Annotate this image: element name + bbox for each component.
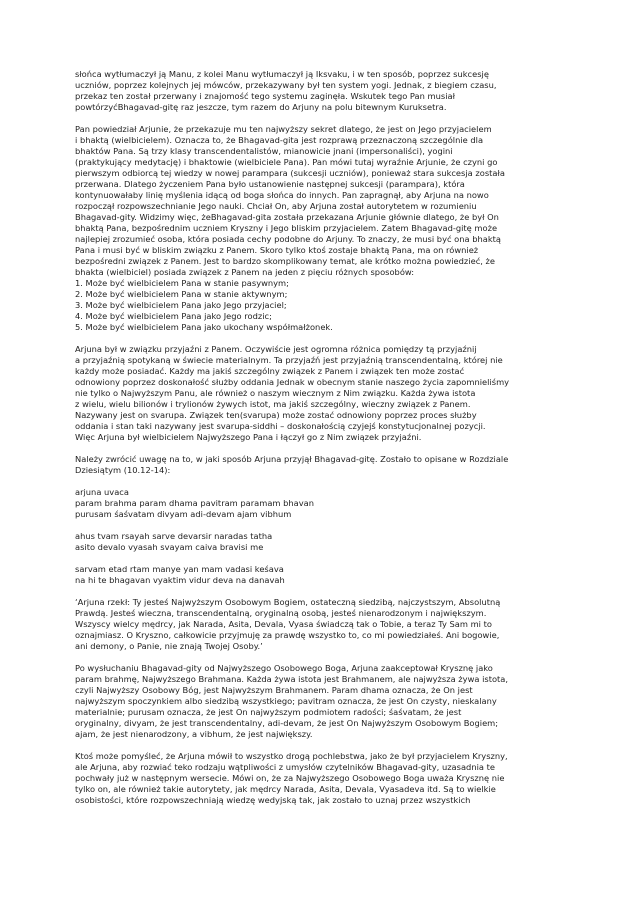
paragraph [75, 663, 570, 740]
text-line: bhaktów Pana. Są trzy klasy transcendentalistów, mianowicie jnani (impersonaliści), yogini [75, 146, 453, 156]
text-line: Pana i musi być w bliskim związku z Panem. Skoro tylko ktoś zostaje bhaktą Pana, ma on również [75, 245, 479, 255]
list-item: 2. Może być wielbicielem Pana w stanie aktywnym; [75, 289, 288, 299]
verse-line: param brahma param dhama pavitram paramam bhavan [75, 498, 314, 508]
text-line: Nazywany jest on svarupa. Związek ten(svarupa) może zostać odnowiony poprzez proces służby [75, 410, 477, 420]
list-item: 1. Może być wielbicielem Pana w stanie pasywnym; [75, 278, 289, 288]
text-line: najlepiej zrozumieć osoba, która posiada cechy podobne do Arjuny. To znaczy, że musi być ona bhaktą [75, 234, 501, 244]
text-line: (praktykujący medytację) i bhaktowie (wielbiciele Pana). Pan mówi tutaj wyraźnie Arjunie, że czyni go [75, 157, 498, 167]
text-line: czyli Najwyższy Osobowy Bóg, jest Najwyższym Brahmanem. Param dhama oznacza, że On jest [75, 685, 473, 695]
paragraph [75, 344, 570, 443]
text-line: i bhaktą (wielbicielem). Oznacza to, że Bhagavad-gita jest rozprawą przeznaczoną szczególnie dla [75, 135, 484, 145]
text-line: Więc Arjuna był wielbicielem Najwyższego Pana i łączył go z Nim związek przyjaźni. [75, 432, 422, 442]
text-line: rozpoczął rozpowszechnianie Jego nauki. Chciał On, aby Arjuna został autorytetem w rozumieniu [75, 201, 477, 211]
text-line: pochwały już w następnym wersecie. Mówi on, że za Najwyższego Osobowego Boga uważa Krysznę nie [75, 773, 505, 783]
text-line: ani demony, o Panie, nie znają Twojej Osoby.’ [75, 641, 263, 651]
text-line: tylko on, ale również takie autorytety, jak mędrcy Narada, Asita, Devala, Vyasadeva itd. Są to wielkie [75, 784, 496, 794]
text-line: Bhagavad-gity. Widzimy więc, żeBhagavad-gita została przekazana Arjunie głównie dlatego, że był On [75, 212, 499, 222]
verse-block [75, 487, 570, 520]
text-line: ajam, że jest nienarodzony, a vibhum, że jest największy. [75, 729, 313, 739]
text-line: kontynuowałaby linię myślenia idącą od boga słońca do innych. Pan zapragnął, aby Arjuna na nowo [75, 190, 489, 200]
text-line: słońca wytłumaczył ją Manu, z kolei Manu wytłumaczył ją Iksvaku, i w ten sposób, poprzez sukcesję [75, 69, 489, 79]
verse-block [75, 531, 570, 553]
paragraph [75, 69, 570, 113]
text-line: oddania i stan taki nazywany jest svarupa-siddhi – doskonałością czyjejś konstytucjonalnej pozycji. [75, 421, 486, 431]
text-line: przerwana. Dlatego życzeniem Pana było ustanowienie następnej sukcesji (parampara), która [75, 179, 465, 189]
paragraph [75, 124, 570, 333]
list-item: 4. Może być wielbicielem Pana jako Jego rodzic; [75, 311, 272, 321]
verse-line: ahus tvam rsayah sarve devarsir naradas tatha [75, 531, 273, 541]
verse-line: na hi te bhagavan vyaktim vidur deva na danavah [75, 575, 285, 585]
text-line: Prawdą. Jesteś wieczna, transcendentalną, oryginalną osobą, jesteś nienarodzonym i największym. [75, 608, 487, 618]
text-line: Ktoś może pomyśleć, że Arjuna mówił to wszystko drogą pochlebstwa, jako że był przyjacielem Kryszny, [75, 751, 508, 761]
verse-line: sarvam etad rtam manye yan mam vadasi keśava [75, 564, 284, 574]
text-line: odnowiony poprzez doskonałość służby oddania Jednak w obecnym stanie naszego życia zapomnieliśmy [75, 377, 510, 387]
verse-line: arjuna uvaca [75, 487, 129, 497]
text-line: Wszyscy wielcy mędrcy, jak Narada, Asita, Devala, Vyasa świadczą tak o Tobie, a teraz Ty Sam mi to [75, 619, 492, 629]
text-line: z wielu, wielu bilionów i trylionów żywych istot, ma jakiś szczególny, wieczny związek z Panem. [75, 399, 471, 409]
paragraph [75, 454, 570, 476]
verse-block [75, 564, 570, 586]
text-line: oznajmiasz. O Kryszno, całkowicie przyjmuję za prawdę wszystko to, co mi powiedziałeś. Ani bogowie, [75, 630, 500, 640]
text-line: Arjuna był w związku przyjaźni z Panem. Oczywiście jest ogromna różnica pomiędzy tą przyjaźnij [75, 344, 477, 354]
text-line: ‘Arjuna rzekł: Ty jesteś Najwyższym Osobowym Bogiem, ostateczną siedzibą, najczystszym, Absolutną [75, 597, 501, 607]
text-line: Po wysłuchaniu Bhagavad-gity od Najwyższego Osobowego Boga, Arjuna zaakceptował Krysznę jako [75, 663, 493, 673]
text-line: ale Arjuna, aby rozwiać teko rodzaju wątpliwości z umysłów czytelników Bhagavad-gity, uzasadnia te [75, 762, 495, 772]
text-line: powtórzyćBhagavad-gitę raz jeszcze, tym razem do Arjuny na polu bitewnym Kuruksetra. [75, 102, 447, 112]
paragraph [75, 751, 570, 806]
verse-line: purusam śaśvatam divyam adi-devam ajam vibhum [75, 509, 292, 519]
text-line: materialnie; purusam oznacza, że jest On najwyższym podmiotem radości; śaśvatam, że jest [75, 707, 462, 717]
list-item: 5. Może być wielbicielem Pana jako ukochany współmałżonek. [75, 322, 333, 332]
translation-paragraph [75, 597, 570, 652]
document-body [75, 69, 570, 817]
text-line: najwyższym spoczynkiem albo siedzibą wszystkiego; pavitram oznacza, że jest On czysty, nieskalany [75, 696, 497, 706]
text-line: bhakta (wielbiciel) posiada związek z Panem na jeden z pięciu różnych sposobów: [75, 267, 415, 277]
text-line: przekaz ten został przerwany i znajomość tego systemu zaginęła. Wskutek tego Pan musiał [75, 91, 455, 101]
text-line: Dziesiątym (10.12-14): [75, 465, 171, 475]
text-line: nie tylko o Najwyższym Panu, ale również o naszym wiecznym z Nim związku. Każda żywa istota [75, 388, 476, 398]
text-line: Pan powiedział Arjunie, że przekazuje mu ten najwyższy sekret dlatego, że jest on Jego przyjacielem [75, 124, 492, 134]
text-line: param brahmę, Najwyższego Brahmana. Każda żywa istota jest Brahmanem, ale najwyższa żywa istota, [75, 674, 509, 684]
text-line: uczniów, poprzez kolejnych jej mówców, przekazywany był ten system yogi. Jednak, z biegiem czasu, [75, 80, 497, 90]
text-line: każdy może posiadać. Każdy ma jakiś szczególny związek z Panem i związek ten może zostać [75, 366, 465, 376]
text-line: pierwszym odbiorcą tej wiedzy w nowej parampara (sukcesji uczniów), ponieważ stara sukcesja została [75, 168, 505, 178]
text-line: oryginalny, divyam, że jest transcendentalny, adi-devam, że jest On Najwyższym Osobowym Bogiem; [75, 718, 499, 728]
text-line: osobistości, które rozpowszechniają wiedzę wedyjską tak, jak zostało to uznaj przez wszystkich [75, 795, 471, 805]
list-item: 3. Może być wielbicielem Pana jako Jego przyjaciel; [75, 300, 287, 310]
text-line: Należy zwrócić uwagę na to, w jaki sposób Arjuna przyjął Bhagavad-gitę. Zostało to opisane w Rozdziale [75, 454, 509, 464]
verse-line: asito devalo vyasah svayam caiva bravisi me [75, 542, 264, 552]
text-line: a przyjaźnią spotykaną w świecie materialnym. Ta przyjaźń jest przyjaźnią transcendentalną, której nie [75, 355, 503, 365]
text-line: bezpośredni związek z Panem. Jest to bardzo skomplikowany temat, ale krótko można powiedzieć, że [75, 256, 495, 266]
text-line: bhaktą Pana, bezpośrednim uczniem Kryszny i Jego bliskim przyjacielem. Zatem Bhagavad-gitę może [75, 223, 498, 233]
